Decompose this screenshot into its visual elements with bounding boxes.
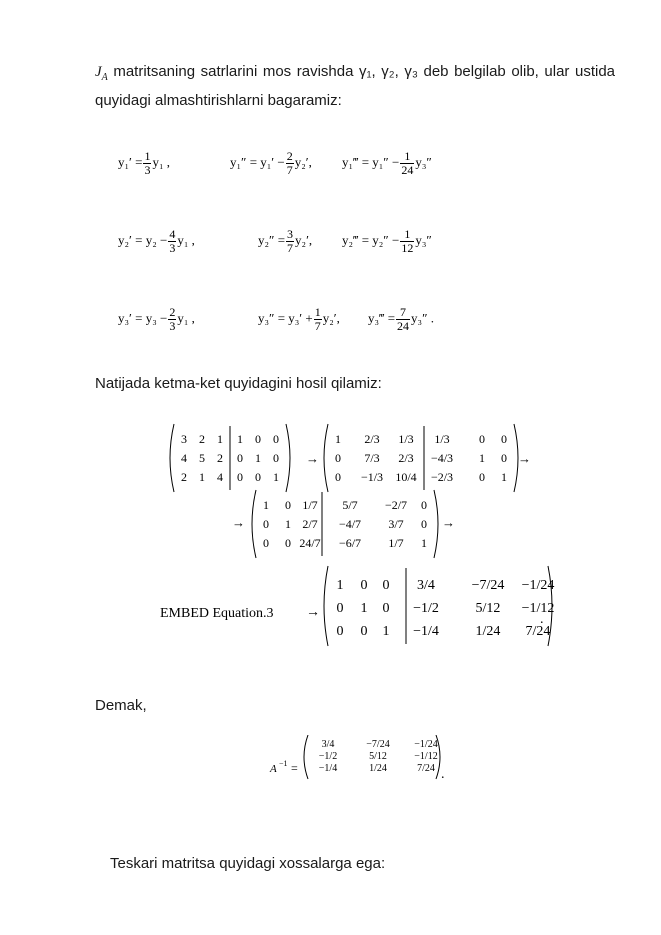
matrix-cell: −7/24 [471,578,505,593]
matrix-symbol: $J_A$ [95,64,108,83]
matrix-cell: 0 [360,624,368,639]
matrix-cell: 4 [181,451,187,465]
matrix-cell: 1/3 [398,432,414,446]
inverse-matrix [0,735,661,795]
matrix-cell: −1/4 [413,624,439,639]
matrix-cell: 1 [285,517,291,531]
matrix-cell: 0 [336,624,344,639]
matrix-3 [252,490,438,558]
matrix-cell: 0 [255,470,261,484]
matrix-cell: 1 [421,536,427,550]
matrix-cell: 3 [181,432,187,446]
matrix-cell: 3/4 [417,578,435,593]
matrix-cell: −1/3 [360,470,384,484]
matrix-cell: 1 [336,578,344,593]
matrix-cell: 0 [382,578,390,593]
matrix-cell: 24/7 [299,536,321,550]
embed-label: EMBED Equation.3 [160,606,274,621]
matrix-cell: −1/12 [414,751,438,762]
matrix-4 [324,566,554,646]
matrix-cell: 0 [501,432,507,446]
matrix-cell: −6/7 [338,536,362,550]
matrix-cell: −7/24 [366,739,390,750]
matrix-cell: 2 [181,470,187,484]
matrix-cell: −1/24 [414,739,438,750]
matrix-cell: 1 [255,451,261,465]
closing-text: Teskari matritsa quyidagi xossalarga ega: [110,855,386,872]
matrix-cell: 0 [336,601,344,616]
matrix-cell: −1/24 [521,578,555,593]
right-paren [434,490,438,558]
matrix-cell: 3/4 [321,739,335,750]
right-paren [286,424,290,492]
matrix-cell: 1 [501,470,507,484]
matrix-cell: 1 [263,498,269,512]
matrix-cell: 0 [479,470,485,484]
matrix-cell: 0 [421,498,427,512]
matrix-cell: 5/12 [475,601,501,616]
matrix-2 [324,424,518,492]
matrix-cell: 1/24 [369,763,387,774]
matrix-cell: 0 [285,536,291,550]
matrix-cell: 0 [421,517,427,531]
matrix-cell: 7/24 [525,624,551,639]
matrix-cell: 0 [285,498,291,512]
matrix-cell: 4 [217,470,223,484]
arrow-4: → [442,515,455,530]
matrix-cell: 1 [335,432,341,446]
inverse-exp: −1 [279,759,288,768]
matrix-cell: 5/7 [342,498,358,512]
matrix-cell: 0 [263,536,269,550]
matrix-cell: 0 [263,517,269,531]
matrix-cell: 0 [335,470,341,484]
arrow-embed: → [306,605,320,620]
matrix-cell: 2 [217,451,223,465]
matrix-cell: 5 [199,451,205,465]
matrix-cell: 1 [237,432,243,446]
matrix-cell: −4/3 [430,451,454,465]
inverse-eq: = [291,761,298,775]
left-paren [324,424,328,492]
matrix-cell: 1 [199,470,205,484]
inverse-lhs: A [270,763,277,775]
matrix-cell: 2 [199,432,205,446]
matrix-cell: 1 [479,451,485,465]
matrix-cell: 0 [273,432,279,446]
arrow-1: → [306,451,319,466]
matrix-cell: 0 [273,451,279,465]
left-paren [304,735,308,779]
matrix-cell: 0 [360,578,368,593]
matrix-1 [170,424,290,492]
matrix-cell: −2/7 [384,498,408,512]
result-text: Natijada ketma-ket quyidagini hosil qilamiz: [95,375,382,392]
matrix-cell: 0 [237,470,243,484]
intro-paragraph [95,60,615,112]
arrow-2: → [518,451,531,466]
matrix-transformations [0,420,661,680]
matrix-cell: −2/3 [430,470,454,484]
arrow-3: → [232,515,245,530]
matrix-cell: 0 [237,451,243,465]
matrix-cell: 5/12 [369,751,387,762]
matrix-cell: 7/3 [364,451,380,465]
matrix-cell: 2/3 [398,451,414,465]
inverse-matrix-grid [304,735,440,779]
demak-text: Demak, [95,697,147,714]
matrix-cell: 7/24 [417,763,435,774]
matrix-cell: −4/7 [338,517,362,531]
matrix-cell: 0 [501,451,507,465]
matrix-cell: −1/12 [521,601,555,616]
matrix-cell: 1 [217,432,223,446]
matrix-cell: 0 [382,601,390,616]
matrix-cell: 0 [255,432,261,446]
matrix-cell: 10/4 [395,470,417,484]
matrix-cell: 1/3 [434,432,450,446]
matrix-cell: 1/7 [302,498,318,512]
matrix-cell: −1/2 [318,751,338,762]
matrix-cell: 1/7 [388,536,404,550]
matrix-period: . [540,612,544,627]
matrix-cell: 1 [382,624,390,639]
matrix-cell: −1/4 [318,763,338,774]
matrix-cell: 1 [273,470,279,484]
matrix-cell: 0 [335,451,341,465]
left-paren [324,566,328,646]
inverse-period: . [441,767,445,782]
matrix-cell: 3/7 [388,517,404,531]
matrix-cell: 2/7 [302,517,318,531]
matrix-cell: 2/3 [364,432,380,446]
matrix-cell: 1/24 [475,624,501,639]
matrix-cell: 1 [360,601,368,616]
left-paren [252,490,256,558]
matrix-cell: −1/2 [413,601,439,616]
matrix-cell: 0 [479,432,485,446]
left-paren [170,424,174,492]
intro-text: matritsaning satrlarini mos ravishda γ₁, γ₂, γ₃ deb belgilab olib, ular ustida quyidagi almashtirishlarni bagaramiz: [95,63,615,109]
